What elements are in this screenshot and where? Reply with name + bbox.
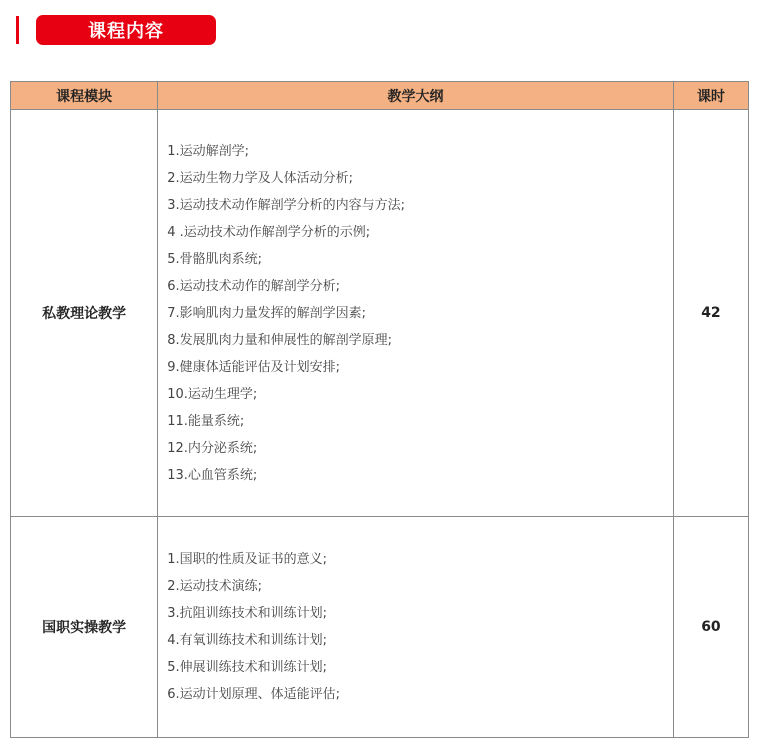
outline-item: 9.健康体适能评估及计划安排; <box>167 359 340 375</box>
outline-list <box>167 138 673 489</box>
header-outline: 教学大纲 <box>158 82 674 110</box>
outline-item: 5.伸展训练技术和训练计划; <box>167 660 327 675</box>
outline-item: 3.抗阻训练技术和训练计划; <box>167 606 327 621</box>
outline-cell <box>158 110 674 517</box>
header-module: 课程模块 <box>11 82 158 110</box>
outline-item: 4 .运动技术动作解剖学分析的示例; <box>167 224 371 240</box>
outline-item: 5.骨骼肌肉系统; <box>167 251 262 267</box>
outline-item: 12.内分泌系统; <box>167 440 258 456</box>
outline-item: 8.发展肌肉力量和伸展性的解剖学原理; <box>167 332 392 348</box>
outline-item: 1.国职的性质及证书的意义; <box>167 552 327 567</box>
outline-list <box>167 546 673 708</box>
outline-item: 7.影响肌肉力量发挥的解剖学因素; <box>167 305 366 321</box>
header-hours: 课时 <box>673 82 748 110</box>
section-header <box>16 14 216 46</box>
course-table <box>10 81 749 738</box>
hours-value: 42 <box>673 110 748 517</box>
outline-item: 2.运动生物力学及人体活动分析; <box>167 170 353 186</box>
outline-item: 1.运动解剖学; <box>167 143 249 159</box>
outline-item: 3.运动技术动作解剖学分析的内容与方法; <box>167 197 405 213</box>
outline-item: 2.运动技术演练; <box>167 579 262 594</box>
module-name: 私教理论教学 <box>11 110 158 517</box>
outline-item: 6.运动技术动作的解剖学分析; <box>167 278 340 294</box>
section-title: 课程内容 <box>36 15 216 45</box>
outline-item: 13.心血管系统; <box>167 467 258 483</box>
outline-cell <box>158 517 674 738</box>
outline-item: 4.有氧训练技术和训练计划; <box>167 633 327 648</box>
table-header-row <box>11 82 749 110</box>
outline-item: 10.运动生理学; <box>167 386 258 402</box>
hours-value: 60 <box>673 517 748 738</box>
header-accent-bar <box>16 16 19 44</box>
outline-item: 6.运动计划原理、体适能评估; <box>167 687 340 702</box>
module-name: 国职实操教学 <box>11 517 158 738</box>
outline-item: 11.能量系统; <box>167 413 245 429</box>
table-row <box>11 110 749 517</box>
table-row <box>11 517 749 738</box>
